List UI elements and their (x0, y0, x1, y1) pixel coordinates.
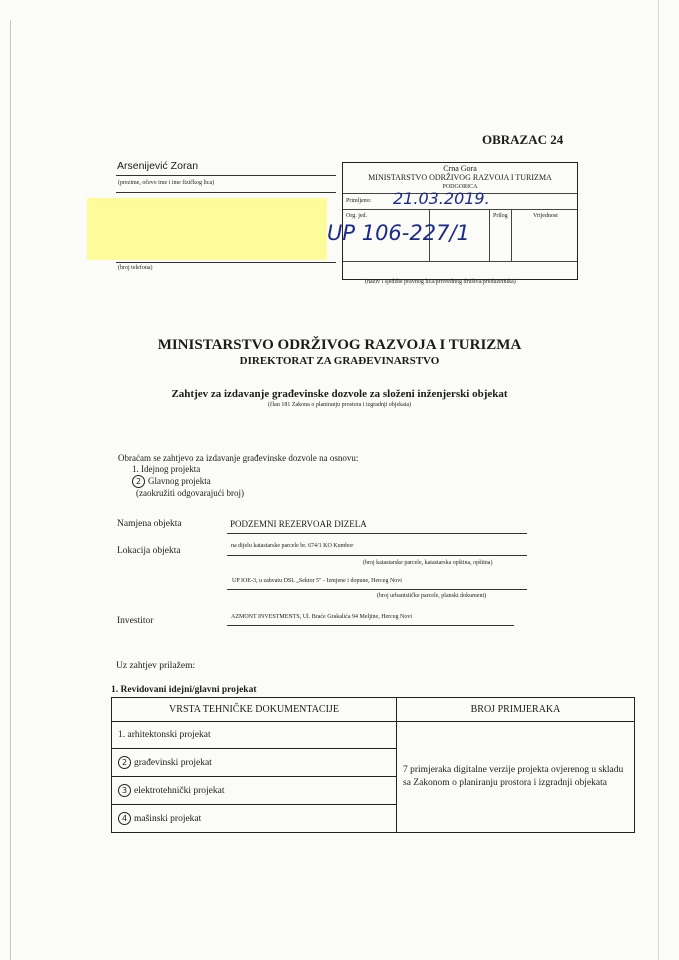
col-header-type: VRSTA TEHNIČKE DOKUMENTACIJE (112, 698, 397, 722)
stamp-value-label: Vrijednost (533, 213, 558, 219)
circled-number: 4 (118, 812, 131, 825)
address-line-1 (116, 192, 336, 193)
basis-option-2 (132, 475, 211, 488)
page-edge-left (10, 20, 11, 960)
applicant-name: Arsenijević Zoran (117, 160, 199, 172)
stamp-received-date: 21.03.2019. (393, 189, 490, 208)
row-label: arhitektonski projekat (127, 730, 211, 740)
stamp-row-divider (343, 261, 577, 262)
row-label: elektrotehnički projekat (134, 786, 225, 796)
urban-parcel-value: UP IOE-3, u zahvatu DSL „Sektor 5" - Izmjene i dopune, Herceg Novi (232, 578, 402, 584)
stamp-ministry: MINISTARSTVO ODRŽIVOG RAZVOJA I TURIZMA (368, 173, 552, 182)
form-code: OBRAZAC 24 (482, 132, 564, 147)
basis-intro: Obraćam se zahtjevo za izdavanje građevinske dozvole na osnovu: (118, 453, 359, 463)
doc-type-cell (112, 749, 397, 777)
stamp-column-divider (489, 209, 490, 261)
circled-number: 2 (118, 756, 131, 769)
stamp-org-label: Org. jed. (346, 213, 368, 219)
basis-option-1: 1. Idejnog projekta (132, 464, 201, 474)
purpose-line (227, 533, 527, 534)
row-number: 1. (118, 730, 126, 740)
registry-stamp (327, 162, 578, 280)
location-value: na dijelu katastarske parcele br. 674/1 KO Kumbor (231, 543, 354, 549)
location-caption: (broj katastarske parcele, katastarska opština, opština) (363, 560, 493, 566)
table-row (112, 722, 635, 749)
applicant-name-caption: (prezime, očevo ime i ime fizičkog lica) (118, 180, 215, 186)
circled-number: 3 (118, 784, 131, 797)
directorate-title: DIREKTORAT ZA GRAĐEVINARSTVO (239, 355, 440, 367)
col-header-copies: BROJ PRIMJERAKA (397, 698, 635, 722)
stamp-row-divider (343, 209, 577, 210)
stamp-case-number: UP 106-227/1 (327, 221, 470, 245)
table-header-row (112, 698, 635, 722)
phone-line (116, 262, 336, 263)
investor-line (227, 625, 514, 626)
stamp-attachment-label: Prilog (493, 213, 508, 219)
doc-type-cell (112, 777, 397, 805)
purpose-label: Namjena objekta (117, 519, 182, 529)
redacted-highlight (87, 198, 327, 260)
row-label: mašinski projekat (134, 814, 202, 824)
stamp-country: Crna Gora (443, 164, 477, 173)
selected-circle: 2 (132, 475, 145, 488)
documentation-table (111, 697, 635, 833)
stamp-received-label: Primljeno: (346, 198, 372, 204)
urban-parcel-line (227, 589, 527, 590)
investor-value: AZMONT INVESTMENTS, Ul. Braće Grakalića 94 Meljine, Herceg Novi (231, 614, 413, 620)
request-title: Zahtjev za izdavanje građevinske dozvole za složeni inženjerski objekat (171, 388, 508, 400)
location-line (227, 555, 527, 556)
stamp-city: PODGORICA (442, 184, 478, 190)
request-subtitle: (član 181 Zakona o planiranju prostora i izgradnji objekata) (267, 402, 412, 408)
stamp-caption: (naziv i sjedište pravnog lica/privrednog društva/preduzetnika) (365, 279, 516, 285)
basis-option-2-label: Glavnog projekta (148, 476, 211, 486)
location-label: Lokacija objekta (117, 546, 181, 556)
purpose-value: PODZEMNI REZERVOAR DIZELA (230, 519, 367, 529)
row-label: građevinski projekat (134, 758, 212, 768)
page-edge-right (658, 0, 659, 960)
doc-type-cell (112, 722, 397, 749)
phone-caption: (broj telefona) (118, 265, 153, 271)
attachments-section: 1. Revidovani idejni/glavni projekat (111, 685, 257, 695)
doc-type-cell (112, 805, 397, 833)
copies-cell: 7 primjeraka digitalne verzije projekta ovjerenog u skladu sa Zakonom o planiranju prostora i izgradnji objekata (397, 722, 635, 833)
stamp-column-divider (511, 209, 512, 261)
applicant-name-line (116, 175, 336, 176)
basis-note: (zaokružiti odgovarajući broj) (136, 488, 244, 498)
attachments-intro: Uz zahtjev prilažem: (116, 661, 196, 671)
ministry-title: MINISTARSTVO ODRŽIVOG RAZVOJA I TURIZMA (157, 337, 522, 353)
investor-label: Investitor (117, 616, 154, 626)
urban-parcel-caption: (broj urbanističke parcele, planski dokument) (377, 593, 487, 599)
